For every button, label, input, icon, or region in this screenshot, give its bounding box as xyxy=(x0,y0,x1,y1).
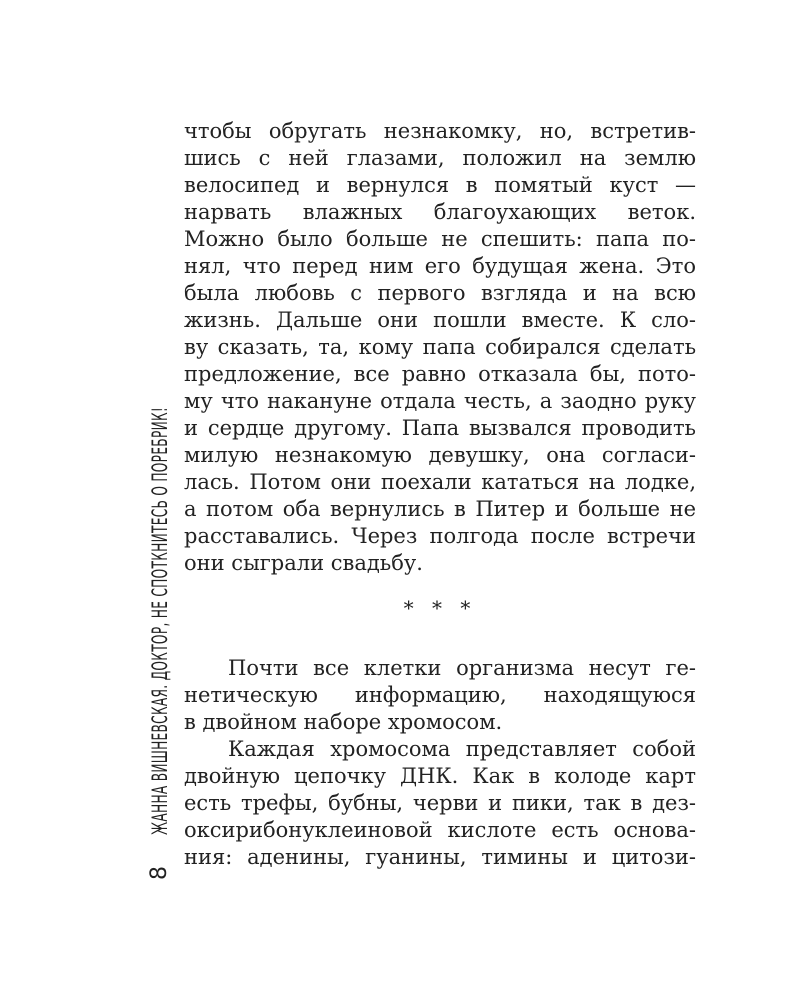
text-line: нетическую информацию, находящуюся xyxy=(184,683,696,707)
text-line: му что накануне отдала честь, а заодно руку xyxy=(184,389,696,413)
text-line: лась. Потом они поехали кататься на лодке, xyxy=(184,470,696,494)
text-line: велосипед и вернулся в помятый куст — xyxy=(184,173,696,197)
text-line: двойную цепочку ДНК. Как в колоде карт xyxy=(184,764,696,788)
text-line: ния: аденины, гуанины, тимины и цитози- xyxy=(184,845,696,869)
text-line: расставались. Через полгода после встречи xyxy=(184,524,696,548)
text-line: жизнь. Дальше они пошли вместе. К сло- xyxy=(184,308,696,332)
text-line: и сердце другому. Папа вызвался проводить xyxy=(184,416,696,440)
text-line: а потом оба вернулись в Питер и больше не xyxy=(184,497,696,521)
text-line: была любовь с первого взгляда и на всю xyxy=(184,281,696,305)
text-line: милую незнакомую девушку, она согласи- xyxy=(184,443,696,467)
running-head xyxy=(147,97,172,880)
text-line: Каждая хромосома представляет собой xyxy=(228,737,696,761)
text-line: Можно было больше не спешить: папа по- xyxy=(184,227,696,251)
text-line: ву сказать, та, кому папа собирался сделать xyxy=(184,335,696,359)
text-line: предложение, все равно отказала бы, пото- xyxy=(184,362,696,386)
text-line: шись с ней глазами, положил на землю xyxy=(184,146,696,170)
text-line: Почти все клетки организма несут ге- xyxy=(228,656,696,680)
text-line: оксирибонуклеиновой кислоте есть основа- xyxy=(184,818,696,842)
section-separator: * * * xyxy=(403,596,477,620)
text-line: чтобы обругать незнакомку, но, встретив- xyxy=(184,119,696,143)
text-line: нарвать влажных благоухающих веток. xyxy=(184,200,696,224)
paragraph-3 xyxy=(184,736,696,871)
paragraph-2 xyxy=(184,655,696,736)
paragraph-1 xyxy=(184,118,696,577)
page-number: 8 xyxy=(147,865,172,880)
text-line: есть трефы, бубны, черви и пики, так в дез- xyxy=(184,791,696,815)
running-title: ЖАННА ВИШНЕВСКАЯ. ДОКТОР, НЕ СПОТКНИТЕСЬ О ПОРЕБРИК! xyxy=(147,407,172,836)
text-line: они сыграли свадьбу. xyxy=(184,551,423,575)
text-line: в двойном наборе хромосом. xyxy=(184,710,503,734)
text-line: нял, что перед ним его будущая жена. Это xyxy=(184,254,696,278)
